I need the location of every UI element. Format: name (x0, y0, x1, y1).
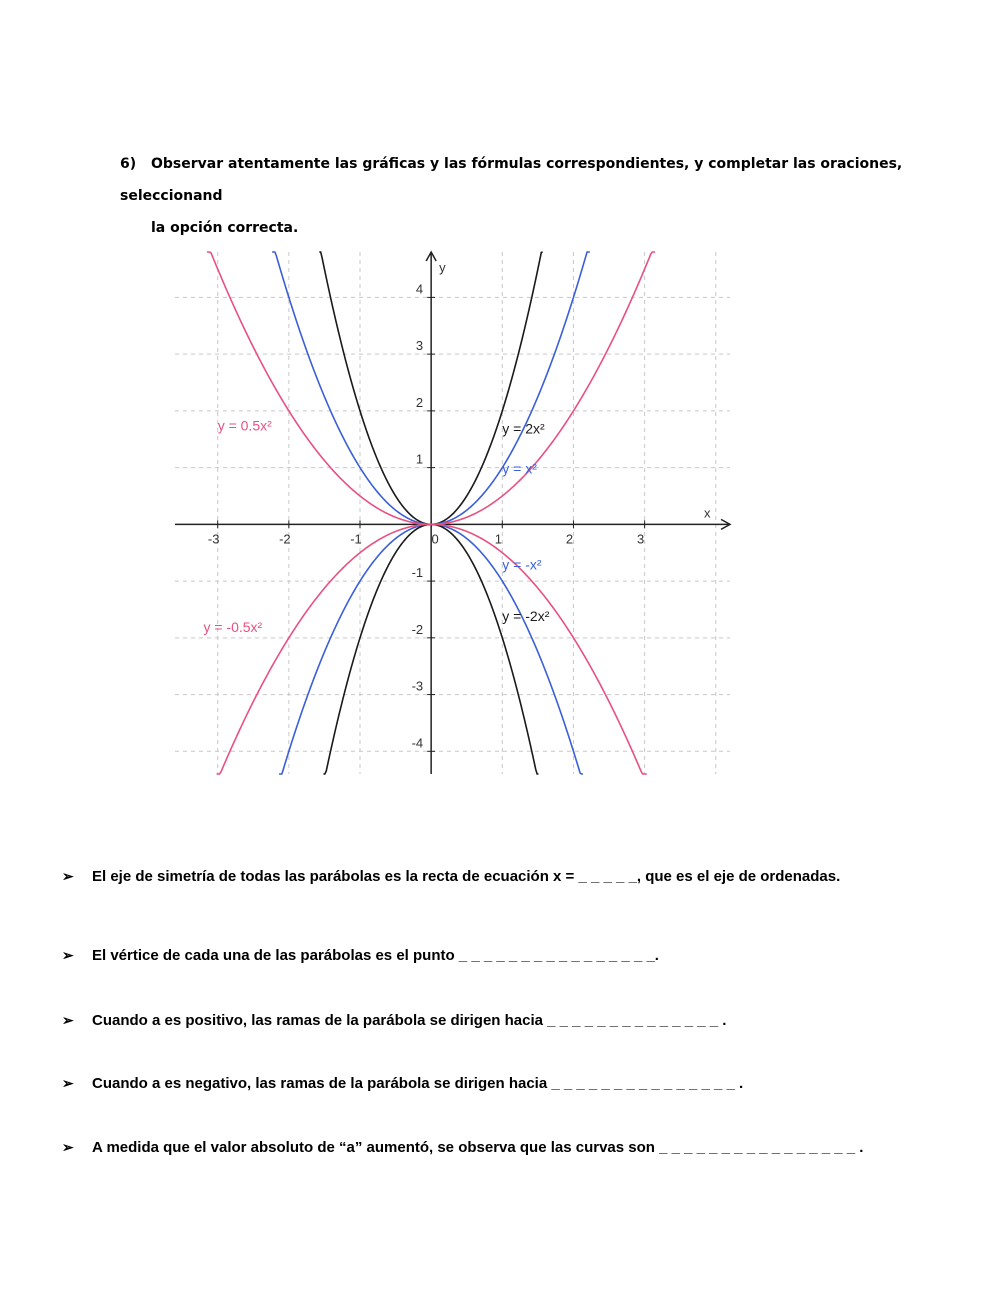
y-tick-label: -1 (411, 565, 424, 581)
x-tick-label: -2 (279, 531, 291, 547)
bullet-icon: ➢ (62, 1139, 74, 1155)
y-tick-label: -4 (411, 735, 424, 751)
x-tick-label: 1 (494, 531, 502, 547)
chart-labels (203, 418, 549, 635)
bullet-icon: ➢ (62, 1012, 74, 1028)
sentence-text: Cuando a es positivo, las ramas de la parábola se dirigen hacia _ _ _ _ _ _ _ _ _ _ _ _ _ _ . (92, 1012, 727, 1029)
sentence-1 (62, 868, 840, 885)
sentence-text: El eje de simetría de todas las parábolas es la recta de ecuación x = _ _ _ _ _, que es el eje de ordenadas. (92, 868, 841, 885)
x-tick-label: 3 (636, 531, 645, 547)
chart-axes (175, 252, 730, 774)
question-line-2: la opción correcta. (151, 220, 299, 236)
curve-label: y = -x² (502, 556, 542, 573)
sentence-2 (62, 947, 659, 964)
bullet-icon: ➢ (62, 947, 74, 963)
bullet-icon: ➢ (62, 868, 74, 884)
curve-label: y = 0.5x² (217, 417, 272, 434)
bullet-icon: ➢ (62, 1075, 74, 1091)
curve-label: y = x² (502, 460, 537, 477)
curve-label: y = -2x² (502, 607, 550, 624)
y-tick-label: -3 (411, 678, 424, 694)
sentence-text: A medida que el valor absoluto de “a” aumentó, se observa que las curvas son _ _ _ _ _ _ _ _ _ _ _ _ _ _ _ _ . (92, 1139, 864, 1156)
x-tick-label: -3 (207, 531, 220, 547)
sentence-3 (62, 1012, 726, 1029)
sentence-4 (62, 1075, 743, 1092)
question-text-1: Observar atentamente las gráficas y las fórmulas correspondientes, y completar las oraciones, seleccionand (120, 156, 903, 204)
y-tick-label: 2 (415, 394, 424, 410)
sentence-text: El vértice de cada una de las parábolas es el punto _ _ _ _ _ _ _ _ _ _ _ _ _ _ _ _. (92, 947, 659, 964)
question-number: 6) (120, 156, 137, 172)
y-tick-label: 3 (415, 338, 424, 354)
x-axis-label: x (704, 505, 711, 521)
chart-grid (175, 252, 730, 774)
x-tick-label: -1 (350, 531, 362, 547)
sentence-text: Cuando a es negativo, las ramas de la parábola se dirigen hacia _ _ _ _ _ _ _ _ _ _ _ _ _ _ _ . (92, 1075, 744, 1092)
question (120, 148, 940, 244)
curve-label: y = -0.5x² (203, 619, 263, 636)
question-line-1 (120, 148, 940, 212)
curve-label: y = 2x² (502, 420, 545, 437)
x-tick-label: 2 (565, 531, 574, 547)
y-axis-label: y (439, 260, 446, 275)
y-tick-label: 1 (415, 451, 424, 467)
x-tick-label: 0 (431, 531, 439, 547)
parabola-chart (170, 244, 740, 784)
sentence-5 (62, 1139, 863, 1156)
y-tick-label: 4 (415, 281, 424, 297)
y-tick-label: -2 (411, 621, 424, 637)
